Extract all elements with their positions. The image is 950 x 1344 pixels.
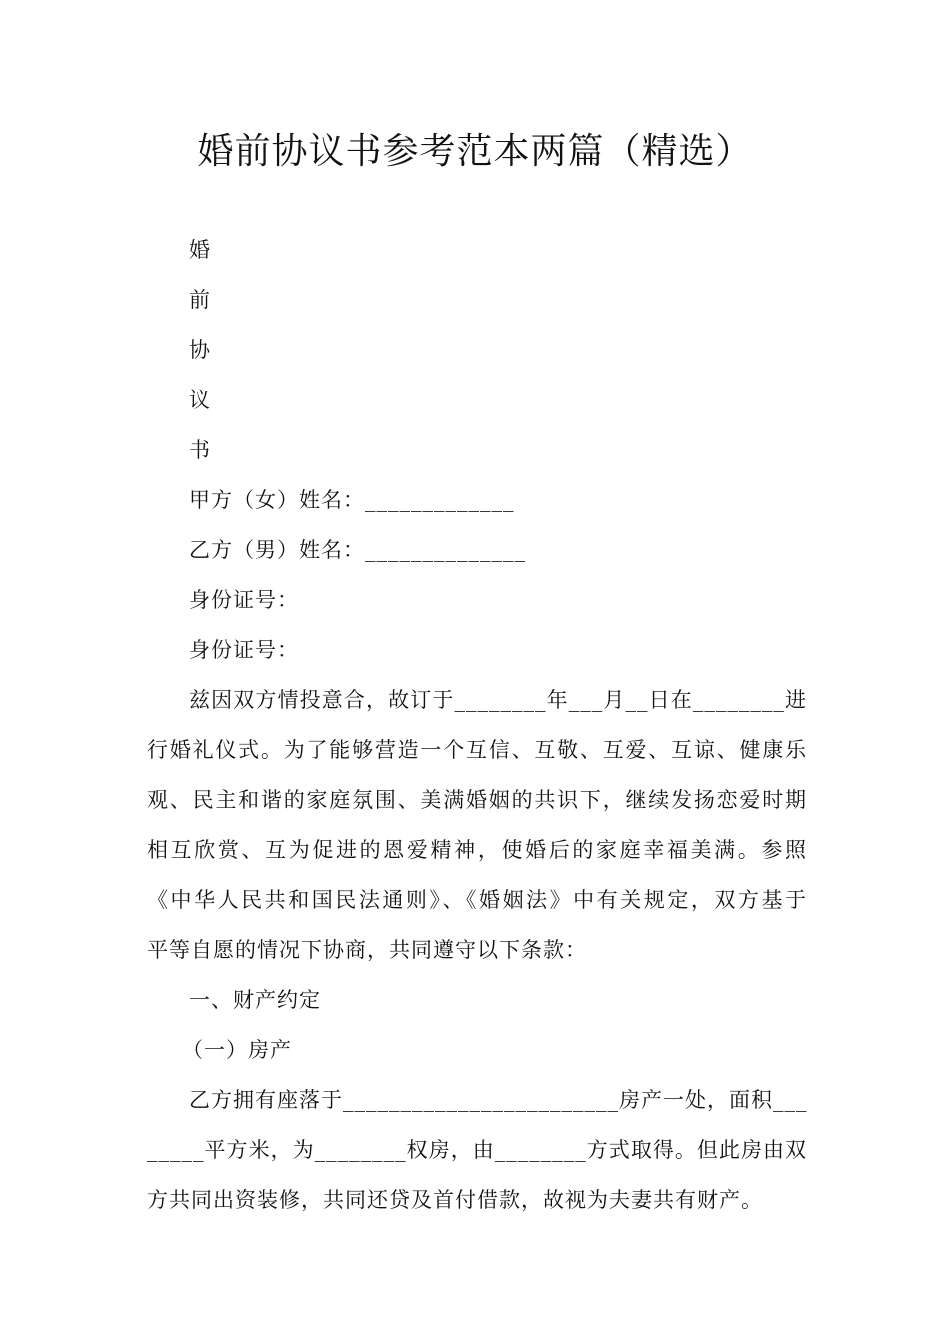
- intro-line: 相互欣赏、互为促进的恩爱精神，使婚后的家庭幸福美满。参照: [147, 838, 807, 862]
- heading-char: 协: [189, 338, 211, 362]
- heading-char: 议: [189, 388, 211, 412]
- section-heading: 一、财产约定: [189, 988, 321, 1012]
- intro-line: 观、民主和谐的家庭氛围、美满婚姻的共识下，继续发扬恋爱时期: [147, 788, 807, 812]
- document-title: 婚前协议书参考范本两篇（精选）: [197, 131, 753, 172]
- party-a-name: 甲方（女）姓名：_____________: [189, 488, 515, 512]
- property-line: 方共同出资装修，共同还贷及首付借款，故视为夫妻共有财产。: [147, 1188, 763, 1212]
- heading-char: 婚: [189, 238, 211, 262]
- property-line: 乙方拥有座落于________________________房产一处，面积___: [189, 1088, 808, 1112]
- party-b-id: 身份证号：: [189, 638, 299, 662]
- intro-line: 行婚礼仪式。为了能够营造一个互信、互敬、互爱、互谅、健康乐: [147, 738, 807, 762]
- heading-char: 前: [189, 288, 211, 312]
- party-a-id: 身份证号：: [189, 588, 299, 612]
- party-b-name: 乙方（男）姓名：______________: [189, 538, 526, 562]
- heading-char: 书: [189, 438, 211, 462]
- property-line: _____平方米，为________权房，由________方式取得。但此房由双: [147, 1138, 807, 1162]
- subsection-heading: （一）房产: [182, 1038, 292, 1062]
- intro-line: 兹因双方情投意合，故订于________年___月__日在________进: [189, 688, 807, 712]
- intro-line: 《中华人民共和国民法通则》、《婚姻法》中有关规定，双方基于: [147, 888, 807, 912]
- intro-line: 平等自愿的情况下协商，共同遵守以下条款：: [147, 938, 587, 962]
